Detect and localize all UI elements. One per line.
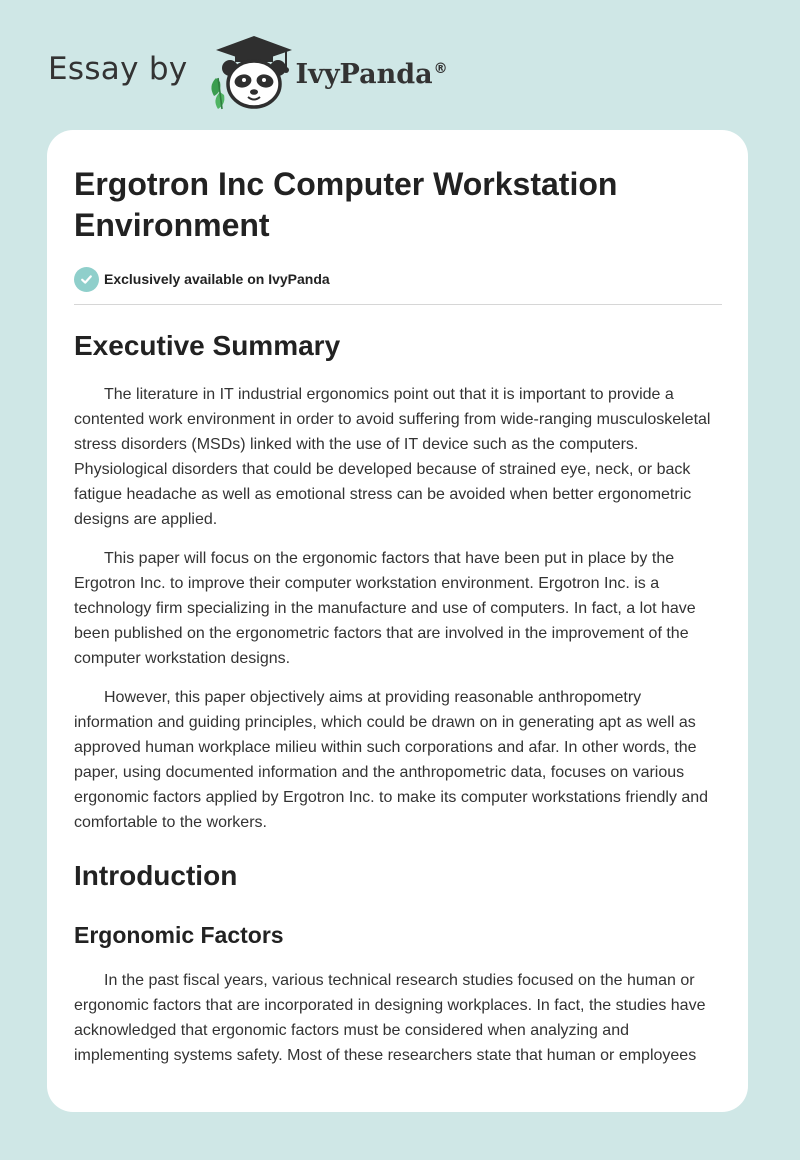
brand-name: IvyPanda®	[295, 58, 448, 90]
exclusive-badge	[74, 266, 722, 292]
paragraph: However, this paper objectively aims at providing reasonable anthropometry information and guiding principles, which could be drawn on in generating apt as well as approved human workplace milieu within such corporations and afar. In other words, the paper, using documented information and the anthropometric data, focuses on various ergonomic factors applied by Ergotron Inc. to make its computer workstations friendly and comfortable to the workers.	[74, 689, 709, 831]
page-title: Ergotron Inc Computer Workstation Environment	[74, 166, 618, 243]
paragraph: This paper will focus on the ergonomic factors that have been put in place by the Ergotron Inc. to improve their computer workstation environment. Ergotron Inc. is a technology firm specializing in the manufacture and use of computers. In fact, a lot have been published on the ergonometric factors that are involved in the improvement of the computer workstation designs.	[74, 550, 696, 667]
section-heading-introduction: Introduction	[74, 860, 238, 891]
subsection-heading-ergonomic-factors: Ergonomic Factors	[74, 922, 284, 948]
essay-card	[47, 130, 748, 1112]
check-circle-icon	[74, 267, 99, 292]
section-heading-executive-summary: Executive Summary	[74, 330, 341, 361]
title-divider	[74, 304, 722, 305]
paragraph: In the past fiscal years, various technical research studies focused on the human or ergonomic factors that are incorporated in designing workplaces. In fact, the studies have acknowledged that ergonomic factors must be considered when analyzing and implementing systems safety. Most of these researchers state that human or employees	[74, 972, 706, 1064]
brand-prefix: Essay by	[48, 51, 188, 87]
exclusive-label: Exclusively available on IvyPanda	[104, 271, 330, 287]
registered-mark: ®	[433, 60, 448, 77]
paragraph: The literature in IT industrial ergonomics point out that it is important to provide a contented work environment in order to avoid suffering from wide-ranging musculoskeletal stress disorders (MSDs) linked with the use of IT device such as the computers. Physiological disorders that could be developed because of strained eye, neck, or back fatigue headache as well as emotional stress can be avoided when better ergonometric designs are applied.	[74, 386, 711, 528]
brand-header	[48, 34, 448, 110]
panda-graduate-icon	[202, 34, 294, 110]
